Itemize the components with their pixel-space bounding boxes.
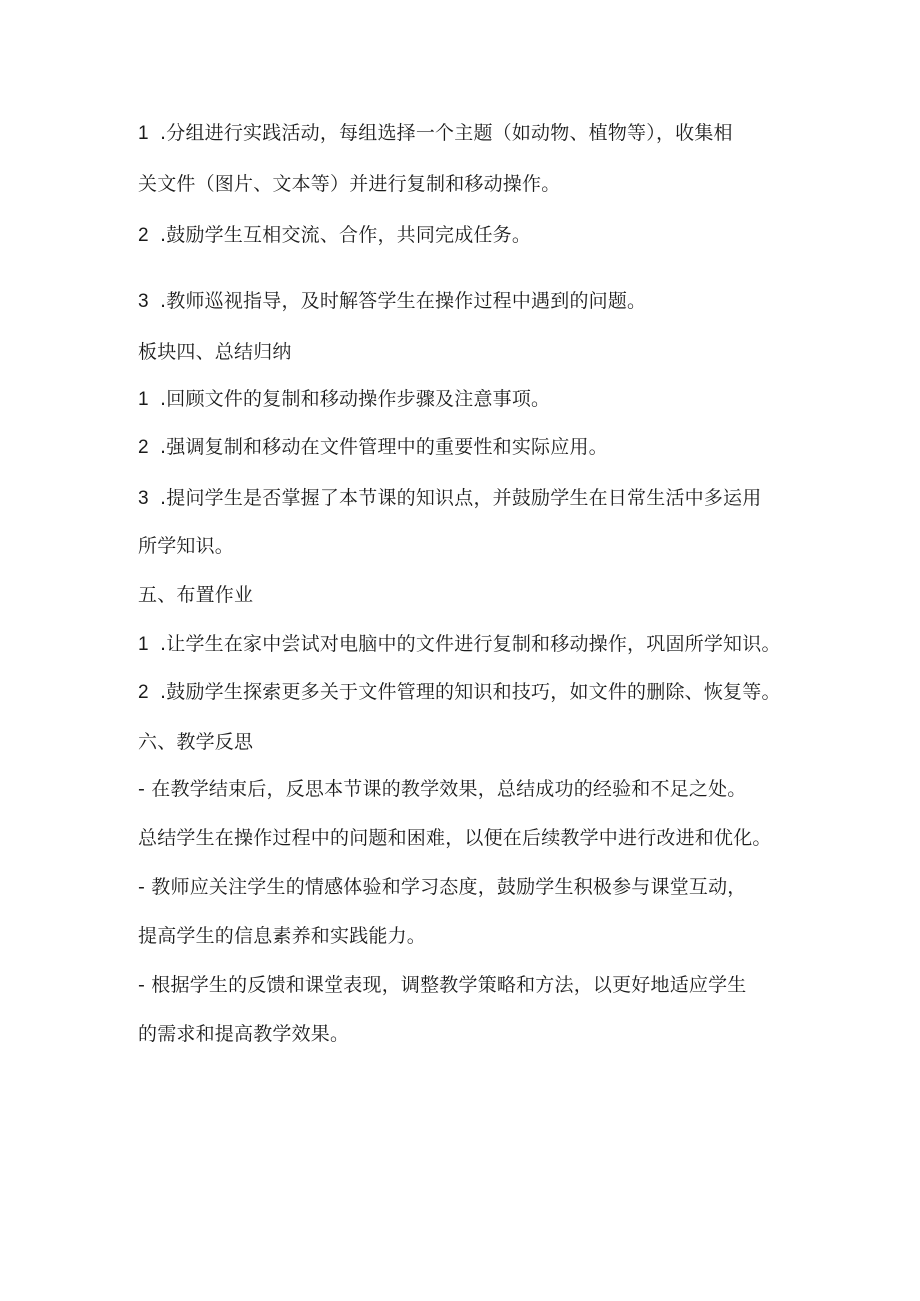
paragraph-line: [138, 533, 234, 559]
item-text: .让学生在家中尝试对电脑中的文件进行复制和移动操作，巩固所学知识。: [160, 633, 781, 655]
section-heading: [138, 582, 253, 608]
item-number: 1: [138, 389, 149, 410]
item-number: 2: [138, 682, 149, 703]
item-text: 总结学生在操作过程中的问题和困难，以便在后续教学中进行改进和优化。: [138, 827, 772, 849]
item-number: 3: [138, 488, 149, 509]
section-heading: [138, 729, 253, 755]
heading-text: 六、教学反思: [138, 731, 254, 753]
heading-text: 五、布置作业: [138, 584, 254, 606]
item-number: 1: [138, 123, 149, 144]
paragraph-line: [138, 923, 426, 949]
paragraph-line: [138, 825, 772, 851]
item-text: - 根据学生的反馈和课堂表现，调整教学策略和方法，以更好地适应学生: [138, 974, 747, 996]
heading-text: 板块四、总结归纳: [138, 341, 292, 363]
item-text: .提问学生是否掌握了本节课的知识点，并鼓励学生在日常生活中多运用: [160, 487, 762, 509]
item-text: 提高学生的信息素养和实践能力。: [138, 925, 427, 947]
paragraph-line: [138, 171, 560, 197]
section-heading: [138, 339, 292, 365]
item-text: - 教师应关注学生的情感体验和学习态度，鼓励学生积极参与课堂互动，: [138, 876, 747, 898]
item-number: 2: [138, 225, 149, 246]
list-item: [138, 485, 761, 512]
item-text: .鼓励学生互相交流、合作，共同完成任务。: [160, 224, 532, 246]
bullet-item: [138, 874, 747, 900]
item-number: 3: [138, 291, 149, 312]
item-number: 1: [138, 634, 149, 655]
list-item: [138, 120, 733, 147]
item-text: .鼓励学生探索更多关于文件管理的知识和技巧，如文件的删除、恢复等。: [160, 681, 781, 703]
item-text: 的需求和提高教学效果。: [138, 1023, 350, 1045]
list-item: [138, 679, 781, 706]
list-item: [138, 288, 646, 315]
list-item: [138, 386, 550, 413]
item-text: 关文件（图片、文本等）并进行复制和移动操作。: [138, 173, 561, 195]
item-text: - 在教学结束后，反思本节课的教学效果，总结成功的经验和不足之处。: [138, 778, 747, 800]
list-item: [138, 222, 531, 249]
item-text: .教师巡视指导，及时解答学生在操作过程中遇到的问题。: [160, 290, 647, 312]
bullet-item: [138, 972, 747, 998]
item-text: .分组进行实践活动，每组选择一个主题（如动物、植物等），收集相: [160, 122, 733, 144]
bullet-item: [138, 776, 747, 802]
item-number: 2: [138, 437, 149, 458]
paragraph-line: [138, 1021, 349, 1047]
item-text: .回顾文件的复制和移动操作步骤及注意事项。: [160, 388, 551, 410]
item-text: .强调复制和移动在文件管理中的重要性和实际应用。: [160, 436, 608, 458]
item-text: 所学知识。: [138, 535, 235, 557]
list-item: [138, 434, 608, 461]
list-item: [138, 631, 781, 658]
